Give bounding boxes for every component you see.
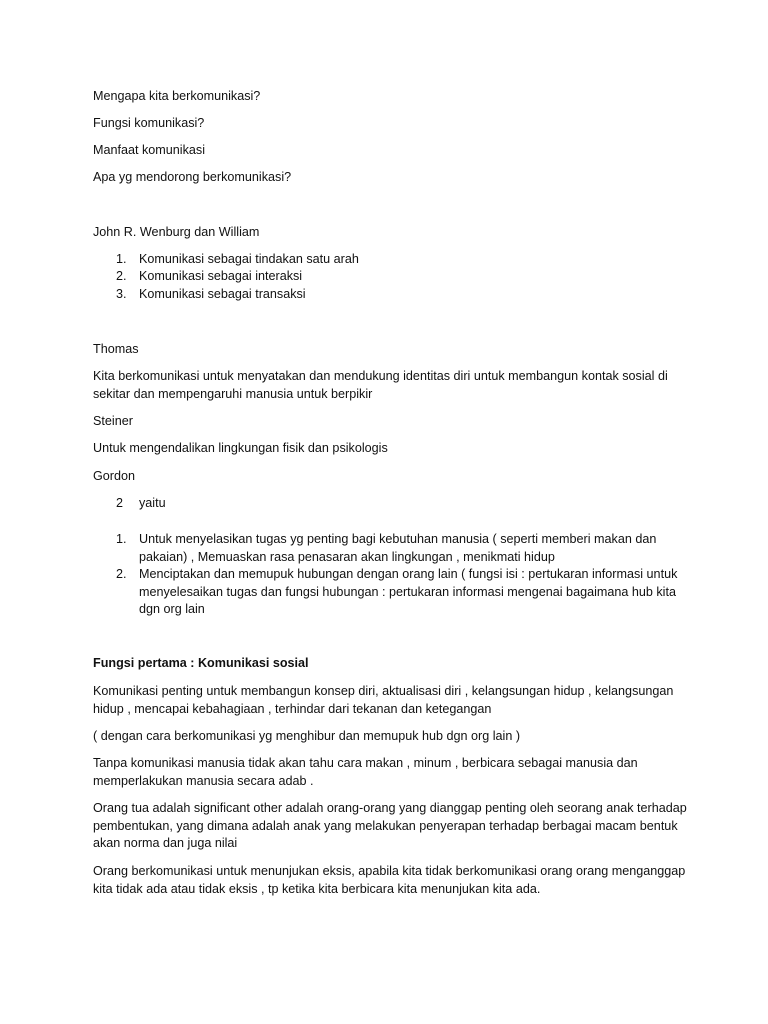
gordon-count-text: yaitu	[139, 496, 166, 510]
gordon-count-number: 2	[116, 496, 124, 510]
question-why-communicate: Mengapa kita berkomunikasi?	[93, 89, 261, 103]
question-what-drives: Apa yg mendorong berkomunikasi?	[93, 170, 292, 184]
list-number: 3.	[116, 287, 127, 301]
thomas-heading: Thomas	[93, 342, 139, 356]
question-communication-function: Fungsi komunikasi?	[93, 116, 205, 130]
thomas-text: Kita berkomunikasi untuk menyatakan dan mendukung identitas diri untuk membangun kontak sosial di sekitar dan mempengaruhi manusia untuk berpikir	[93, 369, 668, 401]
list-number: 2.	[116, 269, 127, 283]
question-communication-benefit: Manfaat komunikasi	[93, 143, 205, 157]
steiner-heading: Steiner	[93, 414, 133, 428]
paragraph: Orang tua adalah significant other adalah orang-orang yang dianggap penting oleh seorang anak terhadap pembentukan, yang dimana adalah anak yang melakukan penyerapan terhadap berbagai macam bentuk akan norma dan juga nilai	[93, 801, 687, 850]
list-text: Menciptakan dan memupuk hubungan dengan orang lain ( fungsi isi : pertukaran informasi untuk menyelesaikan tugas dan fungsi hubungan : pertukaran informasi mengenai bagaimana hub kita dgn org lain	[139, 567, 678, 616]
list-number: 1.	[116, 532, 127, 546]
paragraph: Tanpa komunikasi manusia tidak akan tahu cara makan , minum , berbicara sebagai manusia dan memperlakukan manusia secara adab .	[93, 756, 638, 788]
section-heading: Fungsi pertama : Komunikasi sosial	[93, 656, 309, 670]
list-text: Komunikasi sebagai interaksi	[139, 269, 303, 283]
steiner-text: Untuk mengendalikan lingkungan fisik dan psikologis	[93, 441, 388, 455]
list-text: Komunikasi sebagai tindakan satu arah	[139, 252, 359, 266]
paragraph: ( dengan cara berkomunikasi yg menghibur dan memupuk hub dgn org lain )	[93, 729, 521, 743]
paragraph: Orang berkomunikasi untuk menunjukan eksis, apabila kita tidak berkomunikasi orang orang menganggap kita tidak ada atau tidak eksis , tp ketika kita berbicara kita menunjukan kita ada.	[93, 864, 686, 896]
wenburg-heading: John R. Wenburg dan William	[93, 225, 260, 239]
list-text: Untuk menyelasikan tugas yg penting bagi kebutuhan manusia ( seperti memberi makan dan pakaian) , Memuaskan rasa penasaran akan lingkungan , menikmati hidup	[139, 532, 657, 564]
list-text: Komunikasi sebagai transaksi	[139, 287, 306, 301]
gordon-heading: Gordon	[93, 469, 136, 483]
paragraph: Komunikasi penting untuk membangun konsep diri, aktualisasi diri , kelangsungan hidup , kelangsungan hidup , mencapai kebahagiaan , terhindar dari tekanan dan ketegangan	[93, 684, 674, 716]
list-number: 2.	[116, 567, 127, 581]
list-number: 1.	[116, 252, 127, 266]
